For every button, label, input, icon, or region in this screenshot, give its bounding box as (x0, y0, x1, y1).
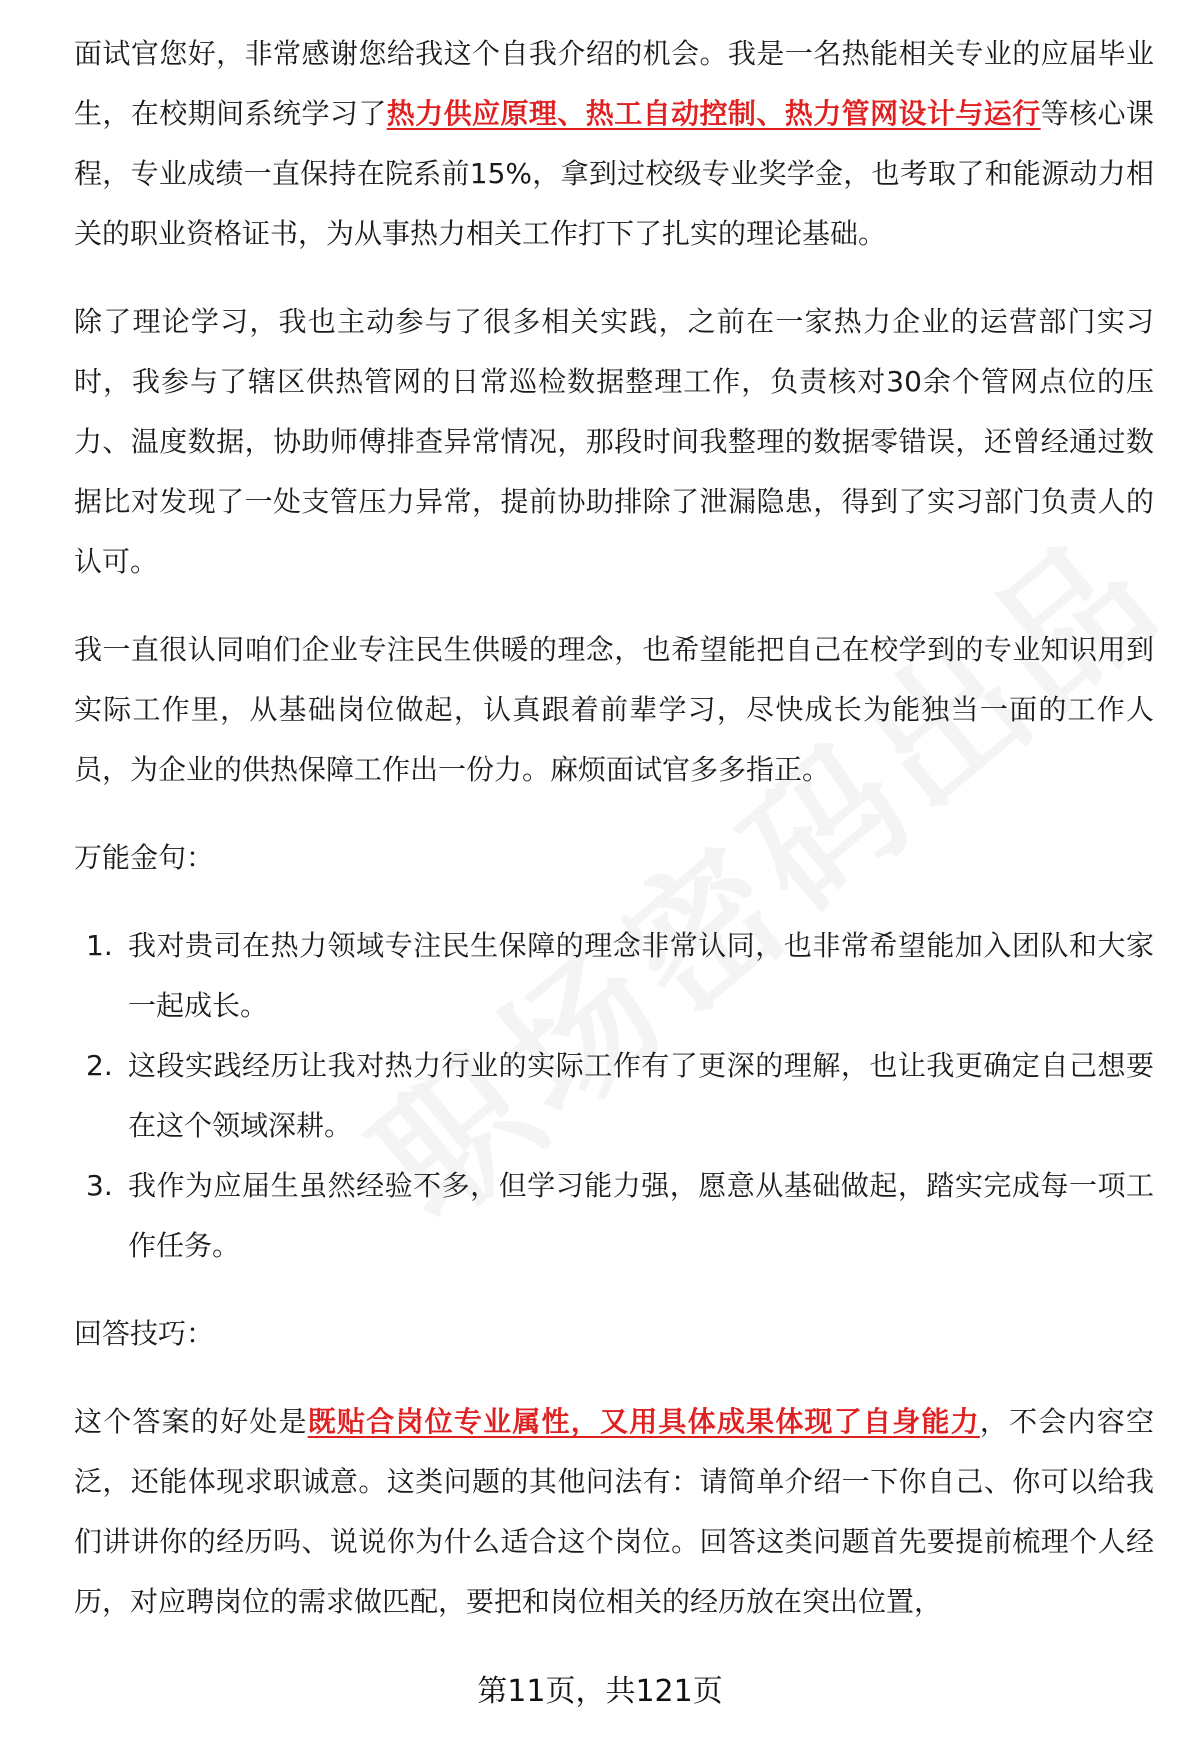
golden-sentences-label: 万能金句： (74, 841, 215, 874)
intro-first-line: 面试官您好，非常感谢您给我这个自我介绍的机会。我是一名热能相关专业的应届 (74, 37, 1098, 70)
answer-tips-paragraph (74, 1392, 1154, 1632)
intro-text-after: 等核心课程，专业成绩一直保持在院系前15%，拿到过校级专业奖学金，也考取了和能源动力相关的职业资格证书，为从事热力相关工作打下了扎实的理论基础。 (74, 97, 1154, 250)
tips-text-before: 这个答案的好处是 (74, 1405, 308, 1438)
list-item (74, 1036, 1154, 1156)
list-item-number: 3. (86, 1169, 113, 1202)
tips-highlight: 既贴合岗位专业属性，又用具体成果体现了自身能力 (307, 1405, 980, 1438)
list-item (74, 1156, 1154, 1276)
tips-text-after: ，不会内容空泛，还能体现求职诚意。这类问题的其他问法有：请简单介绍一下你自己、你可以给我们讲讲你的经历吗、说说你为什么适合这个岗位。回答这类问题首先要提前梳理个人经历，对应聘岗位的需求做匹配，要把和岗位相关的经历放在突出位置， (74, 1405, 1154, 1618)
closing-paragraph: 我一直很认同咱们企业专注民生供暖的理念，也希望能把自己在校学到的专业知识用到实际工作里，从基础岗位做起，认真跟着前辈学习，尽快成长为能独当一面的工作人员，为企业的供热保障工作出一份力。麻烦面试官多多指正。 (74, 633, 1154, 786)
page-number-footer: 第11页，共121页 (477, 1674, 723, 1709)
practice-paragraph: 除了理论学习，我也主动参与了很多相关实践，之前在一家热力企业的运营部门实习时，我参与了辖区供热管网的日常巡检数据整理工作，负责核对30余个管网点位的压力、温度数据，协助师傅排查异常情况，那段时间我整理的数据零错误，还曾经通过数据比对发现了一处支管压力异常，提前协助排除了泄漏隐患，得到了实习部门负责人的认可。 (74, 305, 1154, 578)
list-item (74, 916, 1154, 1036)
list-item-text: 我作为应届生虽然经验不多，但学习能力强，愿意从基础做起，踏实完成每一项工作任务。 (128, 1169, 1154, 1262)
list-item-text: 这段实践经历让我对热力行业的实际工作有了更深的理解，也让我更确定自己想要在这个领域深耕。 (128, 1049, 1154, 1142)
page-content (74, 38, 1154, 1660)
intro-paragraph (74, 24, 1154, 264)
answer-tips-label: 回答技巧： (74, 1317, 215, 1350)
list-item-text: 我对贵司在热力领域专注民生保障的理念非常认同，也非常希望能加入团队和大家一起成长。 (128, 929, 1154, 1022)
list-item-number: 1. (86, 929, 113, 962)
golden-sentences-list (74, 916, 1154, 1276)
intro-highlight: 热力供应原理、热工自动控制、热力管网设计与运行 (386, 97, 1041, 130)
intro-text-before: 毕业生，在校期间系统学习了 (74, 37, 1154, 130)
list-item-number: 2. (86, 1049, 113, 1082)
